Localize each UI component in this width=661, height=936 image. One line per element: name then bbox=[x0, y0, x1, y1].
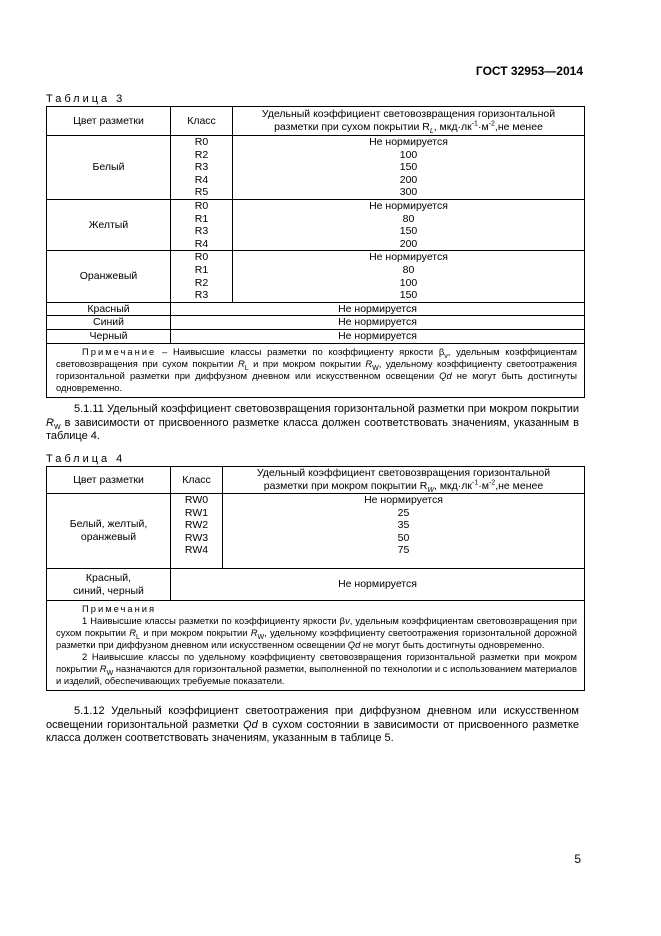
hdr-sup1: -1 bbox=[471, 120, 478, 128]
class-cell bbox=[171, 136, 233, 200]
coef-value: Не нормируется bbox=[364, 494, 443, 506]
coef-value: 200 bbox=[399, 237, 418, 250]
coef-value: Не нормируется bbox=[369, 251, 448, 264]
note-sub: W bbox=[257, 633, 265, 641]
class-value: R0 bbox=[194, 199, 209, 212]
table-3-note bbox=[47, 343, 585, 397]
note-sub: L bbox=[244, 364, 249, 372]
table-row bbox=[47, 136, 585, 200]
class-value: RW1 bbox=[184, 506, 209, 519]
hdr-unit2: ·м bbox=[477, 121, 489, 133]
class-value: R1 bbox=[194, 212, 209, 225]
note-sub: ν bbox=[444, 352, 448, 360]
color-cell: Синий bbox=[47, 316, 171, 330]
coef-value: 50 bbox=[397, 531, 410, 544]
table-4-caption: Таблица 4 bbox=[46, 453, 126, 465]
col-coef-header-line1: Удельный коэффициент световозвращения горизонтальной bbox=[261, 108, 556, 121]
table-4 bbox=[46, 466, 585, 691]
table-row bbox=[47, 199, 585, 250]
hdr-sup2: -2 bbox=[488, 120, 495, 128]
note-text: , удельному коэффициенту светоотражения горизонтальной разметки при диффузном дневном или искусственном освещении bbox=[56, 357, 577, 381]
hdr-unit2: ·м bbox=[478, 480, 489, 492]
color-cell: Оранжевый bbox=[47, 251, 171, 302]
para-text: в сухом состоянии в зависимости от присвоенного разметке класса должен соответствовать значениям, указанным в таблице 5. bbox=[46, 718, 580, 744]
coef-cell bbox=[233, 199, 585, 250]
color-line: оранжевый bbox=[80, 531, 137, 543]
coef-cell: Не нормируется bbox=[171, 329, 585, 343]
note-text: , удельным коэффициентам световозвращения при сухом покрытии bbox=[56, 615, 577, 638]
para-symbol: R bbox=[46, 416, 54, 429]
note-symbol: R bbox=[365, 357, 373, 369]
color-line: Белый, желтый, bbox=[69, 518, 148, 531]
color-cell: Черный bbox=[47, 329, 171, 343]
note-text: не могут быть достигнуты одновременно. bbox=[360, 639, 545, 650]
color-line: Красный, bbox=[85, 571, 132, 584]
col-color-header: Цвет разметки bbox=[47, 467, 171, 494]
table-row bbox=[47, 316, 585, 330]
coef-cell bbox=[233, 251, 585, 302]
class-value: R0 bbox=[194, 136, 209, 148]
color-cell: Желтый bbox=[47, 199, 171, 250]
hdr-text: разметки при сухом покрытии R bbox=[274, 121, 430, 133]
note-text: и при мокром покрытии bbox=[139, 627, 251, 638]
note-text: , удельному коэффициенту светоотражения горизонтальной дорожной разметки при диффузном дневном или искусственном освещении bbox=[56, 627, 578, 650]
note-sub: L bbox=[136, 633, 140, 641]
col-coef-header-line2 bbox=[227, 480, 580, 493]
col-coef-header-line1: Удельный коэффициент световозвращения горизонтальной bbox=[256, 467, 551, 480]
class-value: RW3 bbox=[184, 531, 209, 544]
coef-value: 35 bbox=[397, 519, 410, 532]
class-value: R5 bbox=[194, 186, 209, 199]
class-value: R3 bbox=[194, 161, 209, 174]
para-symbol: Qd bbox=[243, 718, 258, 731]
class-value: R4 bbox=[194, 237, 209, 250]
color-cell bbox=[47, 494, 171, 569]
col-color-header: Цвет разметки bbox=[47, 107, 171, 136]
col-coef-header bbox=[233, 107, 585, 136]
coef-value: 100 bbox=[399, 148, 418, 161]
note-sub: W bbox=[106, 669, 114, 677]
col-class-header: Класс bbox=[171, 467, 223, 494]
note-2 bbox=[56, 651, 577, 687]
para-sub: W bbox=[53, 423, 61, 431]
hdr-tail: ,не менее bbox=[494, 121, 543, 133]
hdr-sub: W bbox=[427, 487, 434, 495]
coef-cell: Не нормируется bbox=[171, 316, 585, 330]
note-symbol: R bbox=[237, 357, 245, 369]
paragraph-5-1-12 bbox=[46, 705, 579, 746]
note-symbol: R bbox=[99, 663, 107, 674]
table-3-note-row bbox=[47, 343, 585, 397]
table-row bbox=[47, 302, 585, 316]
class-value: RW2 bbox=[184, 519, 209, 532]
paragraph-5-1-11 bbox=[46, 403, 579, 444]
class-cell bbox=[171, 199, 233, 250]
coef-cell: Не нормируется bbox=[171, 569, 585, 601]
class-cell bbox=[171, 494, 223, 569]
coef-value: 80 bbox=[402, 263, 415, 276]
coef-cell bbox=[223, 494, 585, 569]
table-3 bbox=[46, 106, 585, 398]
table-row bbox=[47, 251, 585, 302]
note-text: 1 Наивысшие классы разметки по коэффициенту яркости β bbox=[82, 615, 346, 626]
color-cell bbox=[47, 569, 171, 601]
class-value: R2 bbox=[194, 276, 209, 289]
table-4-note-row bbox=[47, 601, 585, 691]
note-symbol: Qd bbox=[439, 369, 452, 381]
note-text: назначаются для горизонтальной разметки, выполненной по технологии и с использованием материалов и изделий, обеспечивающих требуемые показатели. bbox=[56, 663, 577, 686]
coef-value: 150 bbox=[399, 289, 418, 302]
class-value: R3 bbox=[194, 225, 209, 238]
coef-value: 150 bbox=[399, 225, 418, 238]
note-text: – Наивысшие классы разметки по коэффициенту яркости β bbox=[156, 345, 445, 357]
hdr-text: разметки при мокром покрытии R bbox=[263, 480, 428, 492]
notes-label: Примечания bbox=[82, 603, 157, 614]
color-cell: Белый bbox=[47, 136, 171, 200]
class-value: RW0 bbox=[184, 494, 209, 506]
note-sub: W bbox=[372, 364, 379, 372]
coef-cell bbox=[233, 136, 585, 200]
table-row bbox=[47, 569, 585, 601]
class-value: R3 bbox=[194, 289, 209, 302]
table-3-header bbox=[47, 107, 585, 136]
coef-value: 75 bbox=[397, 544, 410, 557]
hdr-unit: , мкд·лк bbox=[434, 480, 472, 492]
para-text: 5.1.11 Удельный коэффициент световозвращения горизонтальной разметки при мокром покрытии bbox=[74, 403, 579, 415]
coef-value: 200 bbox=[399, 173, 418, 186]
note-symbol: R bbox=[129, 627, 137, 638]
table-row bbox=[47, 494, 585, 569]
table-4-header bbox=[47, 467, 585, 494]
document-code: ГОСТ 32953—2014 bbox=[475, 64, 583, 78]
coef-value: 300 bbox=[399, 186, 418, 199]
class-value: R2 bbox=[194, 148, 209, 161]
note-text: не могут быть достигнуты одновременно. bbox=[56, 369, 578, 393]
class-cell bbox=[171, 251, 233, 302]
coef-value: 150 bbox=[399, 161, 418, 174]
note-symbol: Qd bbox=[347, 639, 361, 650]
para-text: в зависимости от присвоенного разметке класса должен соответствовать значениям, указанным в таблице 4. bbox=[46, 416, 579, 442]
note-symbol: ν bbox=[345, 615, 350, 626]
table-4-notes bbox=[47, 601, 585, 691]
note-1 bbox=[56, 615, 577, 651]
hdr-tail: ,не менее bbox=[495, 480, 544, 492]
note-text: и при мокром покрытии bbox=[248, 357, 366, 369]
table-3-caption: Таблица 3 bbox=[46, 93, 126, 105]
class-value: RW4 bbox=[184, 544, 209, 557]
color-line: синий, черный bbox=[73, 584, 144, 597]
hdr-sup1: -1 bbox=[472, 479, 479, 487]
col-class-header: Класс bbox=[171, 107, 233, 136]
col-coef-header bbox=[223, 467, 585, 494]
hdr-unit: , мкд·лк bbox=[433, 121, 472, 133]
coef-value: 25 bbox=[397, 506, 410, 519]
para-text: 5.1.12 Удельный коэффициент светоотражения при диффузном дневном или искусственном освещении горизонтальной разметки bbox=[46, 705, 579, 731]
note-symbol: R bbox=[250, 627, 258, 638]
color-cell: Красный bbox=[47, 302, 171, 316]
hdr-sup2: -2 bbox=[488, 479, 496, 487]
table-row bbox=[47, 329, 585, 343]
hdr-sub: L bbox=[429, 128, 434, 136]
coef-value: 80 bbox=[402, 212, 415, 225]
note-text: 2 Наивысшие классы по удельному коэффициенту световозвращения горизонтальной разметки при мокром покрытии bbox=[56, 651, 577, 674]
class-value: R0 bbox=[194, 251, 209, 264]
note-text: , удельным коэффициентам световозвращения при сухом покрытии bbox=[56, 345, 577, 369]
coef-value: 100 bbox=[399, 276, 418, 289]
coef-value: Не нормируется bbox=[369, 199, 448, 212]
class-value: R4 bbox=[194, 173, 209, 186]
class-value: R1 bbox=[194, 263, 209, 276]
note-label: Примечание bbox=[82, 345, 157, 357]
page-number: 5 bbox=[574, 852, 581, 866]
coef-value: Не нормируется bbox=[369, 136, 448, 148]
coef-cell: Не нормируется bbox=[171, 302, 585, 316]
col-coef-header-line2 bbox=[237, 121, 580, 134]
